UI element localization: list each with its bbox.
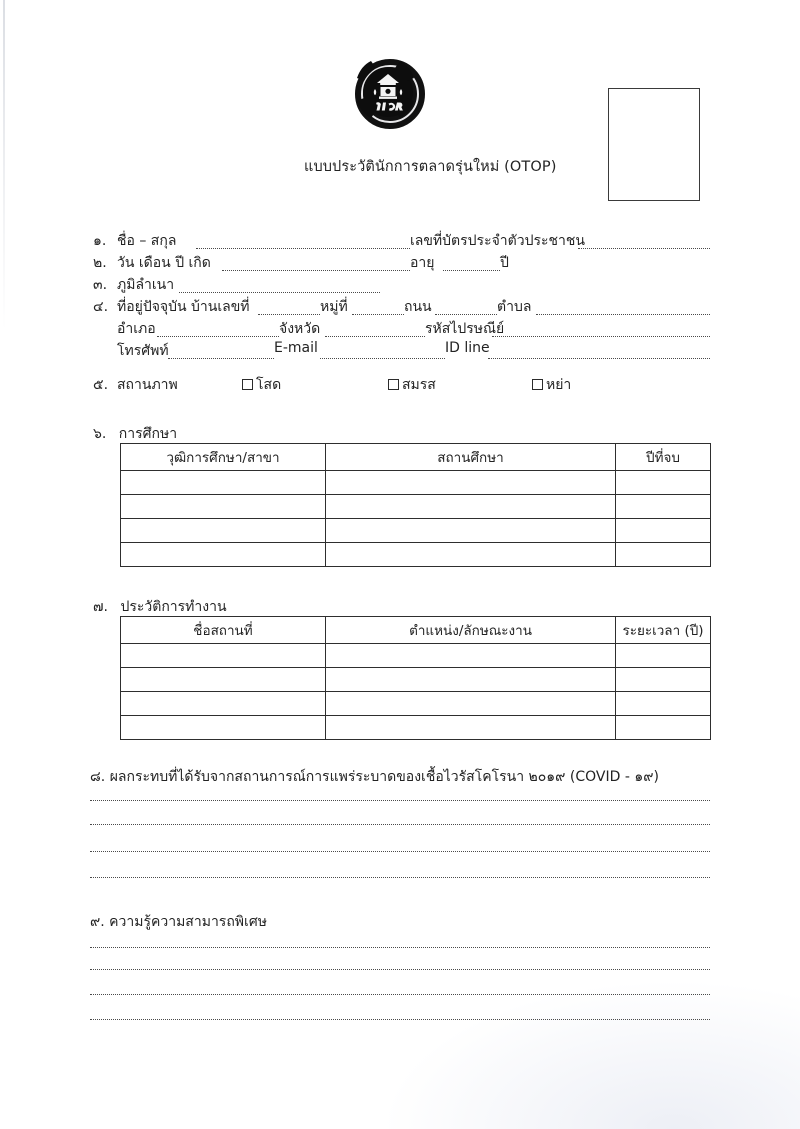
education-cell-year[interactable] (616, 519, 711, 543)
work-col-duration: ระยะเวลา (ปี) (616, 617, 711, 644)
field-row-hometown (0, 274, 800, 296)
education-cell-degree[interactable] (121, 519, 326, 543)
field-4-road-label: ถนน (404, 299, 432, 315)
field-2-year-unit-label: ปี (500, 255, 509, 271)
field-1-number: ๑. (93, 233, 107, 249)
work-history-section-heading (93, 596, 227, 618)
thai-community-development-emblem-icon (352, 56, 424, 130)
field-row-address-line3 (0, 340, 800, 362)
covid-impact-line-1[interactable] (90, 800, 710, 801)
field-4-postcode-label: รหัสไปรษณีย์ (425, 321, 505, 337)
field-4-idline-input[interactable] (488, 358, 710, 359)
covid-impact-line-3[interactable] (90, 851, 710, 852)
education-cell-institution[interactable] (326, 519, 616, 543)
field-4-moo-input[interactable] (352, 314, 404, 315)
table-row[interactable] (121, 519, 711, 543)
education-cell-year[interactable] (616, 471, 711, 495)
field-4-label: ที่อยู่ปัจจุบัน บ้านเลขที่ (117, 299, 250, 315)
scan-artifact-shadow (380, 979, 800, 1129)
table-row[interactable] (121, 495, 711, 519)
field-4-number: ๔. (93, 299, 109, 315)
work-cell-duration[interactable] (616, 716, 711, 740)
field-4-houseno-input[interactable] (258, 314, 320, 315)
field-row-marital-status (0, 374, 800, 396)
checkbox-single[interactable] (242, 379, 253, 390)
work-cell-duration[interactable] (616, 644, 711, 668)
table-row[interactable] (121, 716, 711, 740)
field-2-number: ๒. (93, 255, 107, 271)
education-cell-institution[interactable] (326, 495, 616, 519)
table-row[interactable] (121, 644, 711, 668)
field-row-name (0, 230, 800, 252)
work-cell-place[interactable] (121, 644, 326, 668)
page-title: แบบประวัตินักการตลาดรุ่นใหม่ (OTOP) (304, 159, 557, 175)
work-cell-place[interactable] (121, 716, 326, 740)
field-4-province-input[interactable] (325, 336, 425, 337)
field-row-address-line1 (0, 296, 800, 318)
work-col-position: ตำแหน่ง/ลักษณะงาน (326, 617, 616, 644)
field-4-moo-label: หมู่ที่ (320, 299, 348, 315)
photo-placeholder-box[interactable] (608, 88, 700, 201)
checkbox-married[interactable] (388, 379, 399, 390)
education-cell-year[interactable] (616, 495, 711, 519)
covid-impact-line-2[interactable] (90, 824, 710, 825)
education-section-heading (93, 423, 177, 445)
field-4-amphoe-input[interactable] (157, 336, 279, 337)
field-1-idcard-label: เลขที่บัตรประจำตัวประชาชน (410, 233, 585, 249)
field-4-tambon-label: ตำบล (497, 299, 532, 315)
field-4-email-input[interactable] (320, 358, 445, 359)
checkbox-single-label: โสด (256, 377, 282, 393)
education-col-institution: สถานศึกษา (326, 444, 616, 471)
education-table-header-row (121, 444, 711, 471)
education-cell-institution[interactable] (326, 471, 616, 495)
covid-impact-line-4[interactable] (90, 877, 710, 878)
work-cell-duration[interactable] (616, 668, 711, 692)
education-table (120, 443, 711, 567)
checkbox-divorced[interactable] (532, 379, 543, 390)
work-cell-place[interactable] (121, 668, 326, 692)
field-2-age-label: อายุ (410, 255, 435, 271)
work-cell-position[interactable] (326, 668, 616, 692)
work-history-section-number: ๗. (93, 599, 108, 615)
education-col-year: ปีที่จบ (616, 444, 711, 471)
table-row[interactable] (121, 471, 711, 495)
special-skills-line-4[interactable] (90, 1019, 710, 1020)
education-cell-degree[interactable] (121, 495, 326, 519)
field-4-phone-label: โทรศัพท์ (117, 343, 169, 359)
field-3-number: ๓. (93, 277, 108, 293)
work-history-table-header-row (121, 617, 711, 644)
work-cell-position[interactable] (326, 692, 616, 716)
field-1-idcard-input[interactable] (578, 248, 710, 249)
field-row-birthdate (0, 252, 800, 274)
field-2-birthdate-input[interactable] (222, 270, 410, 271)
covid-impact-heading: ๘. ผลกระทบที่ได้รับจากสถานการณ์การแพร่ระบาดของเชื้อไวรัสโคโรนา ๒๐๑๙ (COVID - ๑๙) (90, 769, 659, 785)
field-4-tambon-input[interactable] (536, 314, 710, 315)
special-skills-line-2[interactable] (90, 969, 710, 970)
field-4-idline-label: ID line (445, 340, 490, 356)
education-cell-degree[interactable] (121, 543, 326, 567)
work-cell-position[interactable] (326, 716, 616, 740)
education-cell-degree[interactable] (121, 471, 326, 495)
field-4-amphoe-label: อำเภอ (117, 321, 156, 337)
work-history-section-title: ประวัติการทำงาน (120, 599, 227, 615)
field-5-number: ๕. (93, 377, 109, 393)
checkbox-divorced-label: หย่า (546, 377, 572, 393)
field-3-hometown-input[interactable] (179, 292, 380, 293)
field-4-postcode-input[interactable] (492, 336, 710, 337)
special-skills-heading: ๙. ความรู้ความสามารถพิเศษ (90, 914, 267, 930)
education-section-number: ๖. (93, 426, 107, 442)
work-history-table (120, 616, 711, 740)
field-2-label: วัน เดือน ปี เกิด (117, 255, 211, 271)
education-cell-year[interactable] (616, 543, 711, 567)
table-row[interactable] (121, 692, 711, 716)
field-4-province-label: จังหวัด (279, 321, 321, 337)
special-skills-line-3[interactable] (90, 994, 710, 995)
education-section-title: การศึกษา (118, 426, 178, 442)
education-cell-institution[interactable] (326, 543, 616, 567)
work-cell-place[interactable] (121, 692, 326, 716)
work-cell-duration[interactable] (616, 692, 711, 716)
special-skills-line-1[interactable] (90, 947, 710, 948)
education-col-degree: วุฒิการศึกษา/สาขา (121, 444, 326, 471)
field-row-address-line2 (0, 318, 800, 340)
field-4-phone-input[interactable] (168, 358, 274, 359)
work-cell-position[interactable] (326, 644, 616, 668)
field-5-label: สถานภาพ (117, 377, 178, 393)
checkbox-married-label: สมรส (402, 377, 436, 393)
table-row[interactable] (121, 668, 711, 692)
work-col-place: ชื่อสถานที่ (121, 617, 326, 644)
table-row[interactable] (121, 543, 711, 567)
field-4-road-input[interactable] (435, 314, 497, 315)
field-2-age-input[interactable] (443, 270, 500, 271)
field-4-email-label: E-mail (274, 340, 318, 356)
field-1-name-input[interactable] (196, 248, 410, 249)
field-3-label: ภูมิลำเนา (117, 277, 175, 293)
field-1-label: ชื่อ – สกุล (117, 233, 177, 249)
